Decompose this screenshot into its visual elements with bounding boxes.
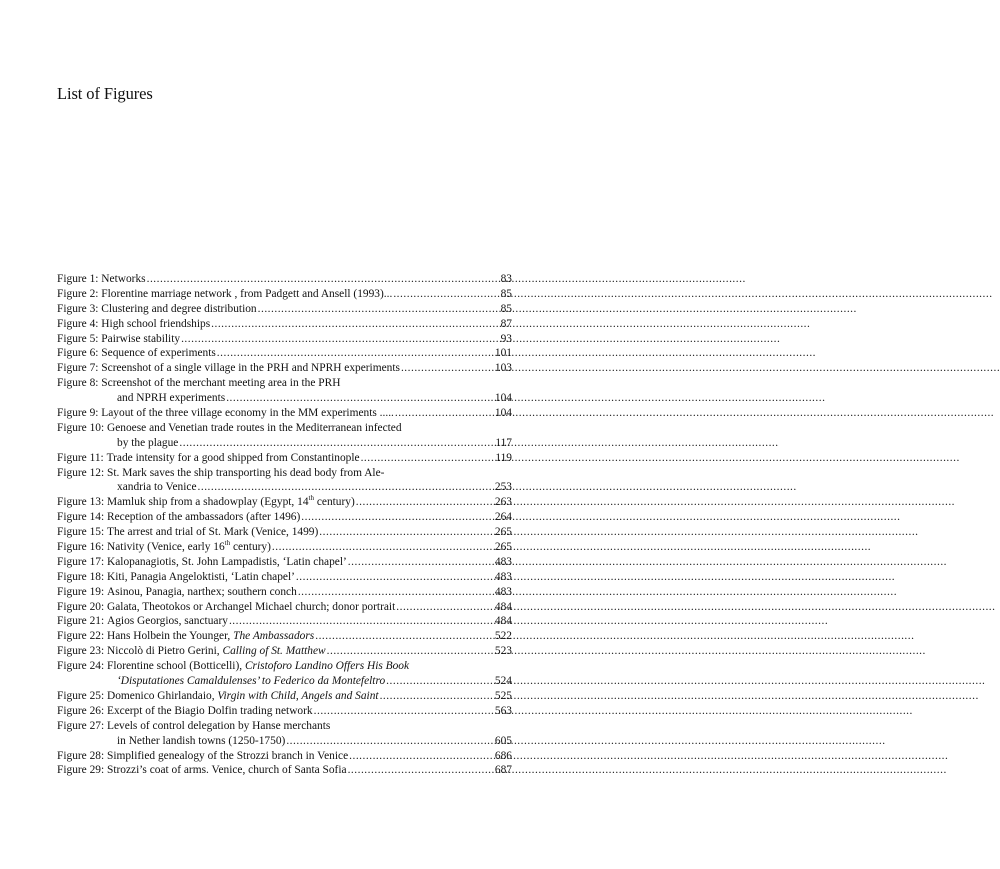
figure-label: Figure 10: bbox=[57, 421, 107, 434]
page-number: 93 bbox=[500, 332, 512, 345]
page-number: 483 bbox=[494, 585, 512, 598]
figure-label: Figure 16: bbox=[57, 541, 107, 554]
figure-caption bbox=[101, 332, 180, 347]
figure-caption bbox=[101, 317, 210, 332]
dot-leader bbox=[319, 525, 485, 540]
caption-text: St. Mark saves the ship transporting his dead body from Ale- bbox=[107, 466, 385, 479]
caption-text: Screenshot of the merchant meeting area in the PRH bbox=[101, 377, 341, 390]
figure-entry bbox=[57, 495, 512, 510]
entry-line bbox=[57, 749, 512, 764]
figure-caption bbox=[57, 391, 225, 406]
page-number: 523 bbox=[494, 645, 512, 658]
page-number: 87 bbox=[500, 317, 512, 330]
entry-line bbox=[57, 525, 512, 540]
figure-list bbox=[57, 272, 512, 778]
dot-leader bbox=[217, 346, 485, 361]
entry-line bbox=[57, 763, 512, 778]
entry-line bbox=[57, 272, 512, 287]
dot-leader bbox=[181, 332, 485, 347]
entry-line bbox=[57, 734, 512, 749]
figure-entry bbox=[57, 525, 512, 540]
page-number: 101 bbox=[494, 347, 512, 360]
caption-text: Sequence of experiments bbox=[101, 347, 216, 360]
caption-text: Agios Georgios, sanctuary bbox=[107, 615, 228, 628]
caption-italic: Calling of St. Matthew bbox=[222, 645, 326, 658]
dot-leader bbox=[147, 272, 485, 287]
page-number: 119 bbox=[495, 451, 512, 464]
entry-line bbox=[57, 317, 512, 332]
figure-label: Figure 25: bbox=[57, 689, 107, 702]
figure-label: Figure 20: bbox=[57, 600, 107, 613]
figure-label: Figure 23: bbox=[57, 645, 107, 658]
caption-text: by the plague bbox=[117, 436, 179, 449]
entry-line bbox=[57, 361, 512, 376]
caption-italic: The Ambassadors bbox=[233, 630, 315, 643]
entry-line bbox=[57, 704, 512, 719]
entry-line bbox=[57, 644, 512, 659]
figure-caption bbox=[101, 287, 392, 302]
page-number: 104 bbox=[494, 407, 512, 420]
page-title: List of Figures bbox=[57, 84, 153, 103]
entry-line bbox=[57, 287, 512, 302]
figure-caption bbox=[107, 659, 409, 674]
figure-caption bbox=[101, 346, 216, 361]
caption-superscript: th bbox=[308, 494, 314, 503]
page-number: 525 bbox=[494, 689, 512, 702]
figure-label: Figure 4: bbox=[57, 317, 102, 330]
page-number: 85 bbox=[500, 287, 512, 300]
figure-caption bbox=[107, 629, 314, 644]
entry-line bbox=[57, 629, 512, 644]
figure-label: Figure 11: bbox=[57, 451, 107, 464]
figure-entry bbox=[57, 719, 512, 749]
entry-line bbox=[57, 421, 512, 436]
caption-text: Simplified genealogy of the Strozzi branch in Venice bbox=[107, 749, 349, 762]
figure-entry bbox=[57, 421, 512, 451]
figure-caption bbox=[107, 540, 271, 555]
caption-text: Niccolò di Pietro Gerini, bbox=[107, 645, 223, 658]
figure-label: Figure 1: bbox=[57, 273, 102, 285]
figure-caption bbox=[107, 466, 384, 481]
caption-text: Excerpt of the Biagio Dolfin trading network bbox=[107, 704, 313, 717]
entry-line bbox=[57, 689, 512, 704]
page-number: 85 bbox=[500, 302, 512, 315]
figure-caption bbox=[107, 600, 395, 615]
entry-line bbox=[57, 302, 512, 317]
caption-text: Asinou, Panagia, narthex; southern conch bbox=[107, 585, 297, 598]
entry-line bbox=[57, 451, 512, 466]
figure-entry bbox=[57, 361, 512, 376]
dot-leader bbox=[361, 451, 485, 466]
caption-text-after: century) bbox=[313, 496, 355, 509]
entry-line bbox=[57, 346, 512, 361]
figure-caption bbox=[107, 704, 313, 719]
figure-entry bbox=[57, 332, 512, 347]
figure-caption bbox=[101, 272, 145, 287]
page-number: 522 bbox=[494, 630, 512, 643]
entry-line bbox=[57, 570, 512, 585]
entry-line bbox=[57, 480, 512, 495]
entry-line bbox=[57, 585, 512, 600]
figure-entry bbox=[57, 704, 512, 719]
figure-entry bbox=[57, 600, 512, 615]
caption-text: Kalopanagiotis, St. John Lampadistis, ‘Latin chapel’ bbox=[107, 555, 347, 568]
figure-caption bbox=[107, 585, 297, 600]
figure-caption bbox=[57, 436, 178, 451]
caption-text: The arrest and trial of St. Mark (Venice, 1499) bbox=[107, 526, 319, 539]
figure-label: Figure 14: bbox=[57, 511, 107, 524]
figure-entry bbox=[57, 451, 512, 466]
dot-leader bbox=[314, 704, 485, 719]
figure-caption bbox=[101, 406, 394, 421]
page-number: 483 bbox=[494, 555, 512, 568]
page-number: 263 bbox=[494, 496, 512, 509]
page-number: 687 bbox=[494, 764, 512, 777]
dot-leader bbox=[380, 689, 485, 704]
figure-caption bbox=[107, 614, 228, 629]
figure-label: Figure 29: bbox=[57, 764, 107, 777]
page-number: 605 bbox=[494, 734, 512, 747]
figure-caption bbox=[107, 421, 402, 436]
dot-leader bbox=[301, 510, 485, 525]
entry-line bbox=[57, 391, 512, 406]
figure-caption bbox=[107, 749, 348, 764]
caption-text: Florentine school (Botticelli), bbox=[107, 660, 245, 673]
caption-text: Reception of the ambassadors (after 1496) bbox=[107, 511, 301, 524]
caption-text: Clustering and degree distribution bbox=[101, 302, 257, 315]
figure-entry bbox=[57, 540, 512, 555]
figure-entry bbox=[57, 644, 512, 659]
page-number: 484 bbox=[494, 600, 512, 613]
figure-caption bbox=[107, 451, 360, 466]
dot-leader bbox=[315, 629, 485, 644]
entry-line bbox=[57, 719, 512, 734]
figure-caption bbox=[57, 734, 285, 749]
page-number: 264 bbox=[494, 511, 512, 524]
dot-leader bbox=[395, 406, 485, 421]
dot-leader bbox=[348, 763, 485, 778]
entry-line bbox=[57, 659, 512, 674]
dot-leader bbox=[179, 436, 485, 451]
figure-caption bbox=[57, 674, 385, 689]
caption-text: Levels of control delegation by Hanse merchants bbox=[107, 719, 331, 732]
figure-entry bbox=[57, 689, 512, 704]
caption-text: Mamluk ship from a shadowplay (Egypt, 14 bbox=[107, 496, 309, 509]
figure-entry bbox=[57, 376, 512, 406]
dot-leader bbox=[226, 391, 485, 406]
caption-italic: Virgin with Child, Angels and Saint bbox=[217, 689, 379, 702]
figure-label: Figure 15: bbox=[57, 526, 107, 539]
figure-caption bbox=[101, 361, 400, 376]
figure-entry bbox=[57, 406, 512, 421]
caption-superscript: th bbox=[224, 539, 231, 548]
entry-line bbox=[57, 614, 512, 629]
caption-text: Hans Holbein the Younger, bbox=[107, 630, 234, 643]
dot-leader bbox=[356, 495, 485, 510]
figure-entry bbox=[57, 763, 512, 778]
figure-entry bbox=[57, 614, 512, 629]
figure-entry bbox=[57, 466, 512, 496]
page-number: 484 bbox=[494, 615, 512, 628]
figure-entry bbox=[57, 659, 512, 689]
entry-line bbox=[57, 510, 512, 525]
entry-line bbox=[57, 466, 512, 481]
figure-caption bbox=[107, 719, 330, 734]
figure-entry bbox=[57, 302, 512, 317]
figure-label: Figure 13: bbox=[57, 496, 107, 509]
figure-caption bbox=[107, 525, 318, 540]
figure-label: Figure 28: bbox=[57, 749, 107, 762]
page-number: 103 bbox=[494, 362, 512, 375]
entry-line bbox=[57, 406, 512, 421]
figure-entry bbox=[57, 629, 512, 644]
dot-leader bbox=[396, 600, 485, 615]
entry-line bbox=[57, 495, 512, 510]
figure-label: Figure 17: bbox=[57, 555, 107, 568]
page-number: 265 bbox=[494, 541, 512, 554]
caption-text: Layout of the three village economy in the MM experiments ..... bbox=[101, 407, 394, 420]
caption-text: Nativity (Venice, early 16 bbox=[107, 541, 225, 554]
entry-line bbox=[57, 600, 512, 615]
figure-label: Figure 6: bbox=[57, 347, 102, 360]
dot-leader bbox=[327, 644, 485, 659]
page-number: 253 bbox=[494, 481, 512, 494]
page-number: 524 bbox=[494, 675, 512, 688]
dot-leader bbox=[258, 302, 485, 317]
caption-text: High school friendships bbox=[101, 317, 211, 330]
page-number: 483 bbox=[494, 570, 512, 583]
figure-entry bbox=[57, 570, 512, 585]
caption-text: xandria to Venice bbox=[117, 481, 197, 494]
dot-leader bbox=[386, 674, 485, 689]
page-number: 686 bbox=[494, 749, 512, 762]
dot-leader bbox=[393, 287, 485, 302]
page-number: 104 bbox=[494, 392, 512, 405]
figure-caption bbox=[107, 689, 379, 704]
figure-caption bbox=[107, 570, 295, 585]
dot-leader bbox=[272, 540, 485, 555]
caption-text: Kiti, Panagia Angeloktisti, ‘Latin chapel’ bbox=[107, 570, 295, 583]
figure-label: Figure 2: bbox=[57, 287, 102, 300]
entry-line bbox=[57, 674, 512, 689]
entry-line bbox=[57, 540, 512, 555]
dot-leader bbox=[298, 585, 485, 600]
caption-text: Strozzi’s coat of arms. Venice, church of Santa Sofia bbox=[107, 764, 347, 777]
figure-caption bbox=[101, 376, 340, 391]
figure-label: Figure 26: bbox=[57, 704, 107, 717]
figure-entry bbox=[57, 749, 512, 764]
figure-label: Figure 18: bbox=[57, 570, 107, 583]
dot-leader bbox=[348, 555, 485, 570]
caption-text: Galata, Theotokos or Archangel Michael church; donor portrait bbox=[107, 600, 396, 613]
figure-caption bbox=[101, 302, 256, 317]
figure-entry bbox=[57, 510, 512, 525]
figure-caption bbox=[107, 510, 300, 525]
entry-line bbox=[57, 332, 512, 347]
figure-caption bbox=[107, 644, 326, 659]
figure-label: Figure 12: bbox=[57, 466, 107, 479]
figure-entry bbox=[57, 272, 512, 287]
caption-italic: Cristoforo Landino Offers His Book bbox=[244, 660, 410, 673]
figure-label: Figure 27: bbox=[57, 719, 107, 732]
figure-label: Figure 3: bbox=[57, 302, 102, 315]
dot-leader bbox=[401, 361, 485, 376]
page-number: 265 bbox=[494, 526, 512, 539]
entry-line bbox=[57, 555, 512, 570]
caption-text-after: century) bbox=[230, 541, 271, 554]
caption-text: and NPRH experiments bbox=[117, 392, 226, 405]
dot-leader bbox=[286, 734, 485, 749]
caption-text: Domenico Ghirlandaio, bbox=[107, 689, 218, 702]
figure-caption bbox=[57, 480, 197, 495]
figure-label: Figure 8: bbox=[57, 377, 102, 390]
figure-caption bbox=[107, 555, 347, 570]
figure-entry bbox=[57, 585, 512, 600]
page-number: 117 bbox=[495, 436, 512, 449]
dot-leader bbox=[198, 480, 486, 495]
figure-caption bbox=[107, 763, 347, 778]
entry-line bbox=[57, 376, 512, 391]
page-number: 83 bbox=[500, 273, 512, 285]
figure-entry bbox=[57, 346, 512, 361]
dot-leader bbox=[229, 614, 485, 629]
figure-label: Figure 24: bbox=[57, 660, 107, 673]
entry-line bbox=[57, 436, 512, 451]
caption-text: in Nether landish towns (1250-1750) bbox=[117, 734, 286, 747]
dot-leader bbox=[296, 570, 485, 585]
figure-entry bbox=[57, 287, 512, 302]
figure-label: Figure 19: bbox=[57, 585, 107, 598]
figure-label: Figure 5: bbox=[57, 332, 102, 345]
dot-leader bbox=[349, 749, 485, 764]
caption-italic: ‘Disputationes Camaldulenses’ to Federico da Montefeltro bbox=[117, 675, 386, 688]
caption-text: Florentine marriage network , from Padgett and Ansell (1993)... bbox=[101, 287, 393, 300]
caption-text: Genoese and Venetian trade routes in the Mediterranean infected bbox=[107, 421, 402, 434]
caption-text: Screenshot of a single village in the PRH and NPRH experiments bbox=[101, 362, 400, 375]
figure-caption bbox=[107, 495, 355, 510]
caption-text: Trade intensity for a good shipped from Constantinople bbox=[106, 451, 360, 464]
caption-text: Networks bbox=[101, 273, 146, 285]
figure-label: Figure 7: bbox=[57, 362, 102, 375]
page-number: 563 bbox=[494, 704, 512, 717]
caption-text: Pairwise stability bbox=[101, 332, 181, 345]
dot-leader bbox=[211, 317, 485, 332]
figure-label: Figure 21: bbox=[57, 615, 107, 628]
figure-entry bbox=[57, 555, 512, 570]
figure-entry bbox=[57, 317, 512, 332]
figure-label: Figure 22: bbox=[57, 630, 107, 643]
figure-label: Figure 9: bbox=[57, 407, 102, 420]
